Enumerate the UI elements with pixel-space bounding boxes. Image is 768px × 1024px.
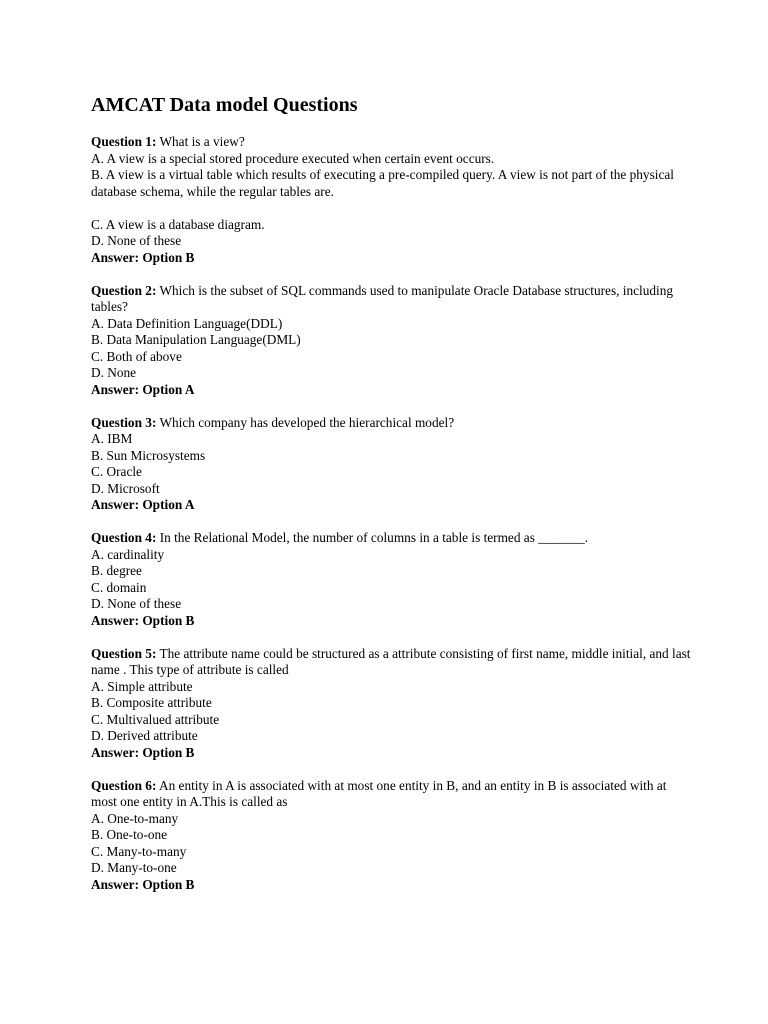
option-item: C. Both of above xyxy=(91,348,182,364)
option-item: B. degree xyxy=(91,563,142,578)
option-item: B. Data Manipulation Language(DML) xyxy=(91,332,301,347)
question-label: Question 4: xyxy=(91,530,157,545)
option-item: A. A view is a special stored procedure executed when certain event occurs. xyxy=(91,150,495,166)
question-block xyxy=(91,646,691,762)
answer-line: Answer: Option B xyxy=(91,744,195,760)
option-item: C. Oracle xyxy=(91,464,142,479)
page-title: AMCAT Data model Questions xyxy=(91,94,358,116)
question-label: Question 2: xyxy=(91,282,157,298)
question-text xyxy=(91,530,691,547)
option-item: D. Microsoft xyxy=(91,480,160,496)
question-text xyxy=(91,646,691,679)
option-item: A. Data Definition Language(DDL) xyxy=(91,315,283,331)
question-body: An entity in A is associated with at most one entity in B, and an entity in B is associated with at most one entity in A.This is called as xyxy=(91,777,667,809)
question-body: Which company has developed the hierarchical model? xyxy=(156,414,455,430)
option-item: D. None of these xyxy=(91,596,182,611)
option-item: B. A view is a virtual table which results of executing a pre-compiled query. A view is not part of the physical database schema, while the regular tables are. xyxy=(91,167,674,199)
option-item: B. Sun Microsystems xyxy=(91,447,206,463)
option-item: B. Composite attribute xyxy=(91,695,212,710)
option-item: C. A view is a database diagram. xyxy=(91,216,265,232)
document-page xyxy=(91,92,691,893)
option-item: A. Simple attribute xyxy=(91,678,193,694)
answer-line: Answer: Option A xyxy=(91,381,195,397)
option-item: A. One-to-many xyxy=(91,810,179,826)
option-item: D. Many-to-one xyxy=(91,860,177,875)
question-block xyxy=(91,415,691,514)
question-text xyxy=(91,415,691,432)
question-block xyxy=(91,530,691,629)
option-item: B. One-to-one xyxy=(91,827,168,842)
question-body: What is a view? xyxy=(156,134,245,149)
question-label: Question 6: xyxy=(91,777,157,793)
option-item: A. IBM xyxy=(91,431,133,446)
answer-line: Answer: Option B xyxy=(91,876,195,892)
question-body: In the Relational Model, the number of columns in a table is termed as _______. xyxy=(156,530,589,545)
option-item: C. domain xyxy=(91,579,147,595)
option-item: C. Multivalued attribute xyxy=(91,711,220,727)
question-body: Which is the subset of SQL commands used to manipulate Oracle Database structures, including tables? xyxy=(91,282,673,314)
question-block xyxy=(91,778,691,894)
question-label: Question 3: xyxy=(91,414,157,430)
question-text xyxy=(91,283,691,316)
answer-line: Answer: Option B xyxy=(91,249,195,265)
option-item: C. Many-to-many xyxy=(91,843,187,859)
question-text xyxy=(91,134,691,151)
option-item: D. None of these xyxy=(91,233,182,248)
question-label: Question 1: xyxy=(91,134,157,149)
question-block xyxy=(91,283,691,399)
option-item: A. cardinality xyxy=(91,546,165,562)
paragraph-gap xyxy=(91,200,691,217)
option-item: D. Derived attribute xyxy=(91,728,198,743)
question-label: Question 5: xyxy=(91,645,157,661)
question-block xyxy=(91,134,691,266)
answer-line: Answer: Option A xyxy=(91,497,195,512)
answer-line: Answer: Option B xyxy=(91,612,195,628)
option-item: D. None xyxy=(91,365,137,380)
question-text xyxy=(91,778,691,811)
question-body: The attribute name could be structured as a attribute consisting of first name, middle initial, and last name . This type of attribute is called xyxy=(91,645,691,677)
